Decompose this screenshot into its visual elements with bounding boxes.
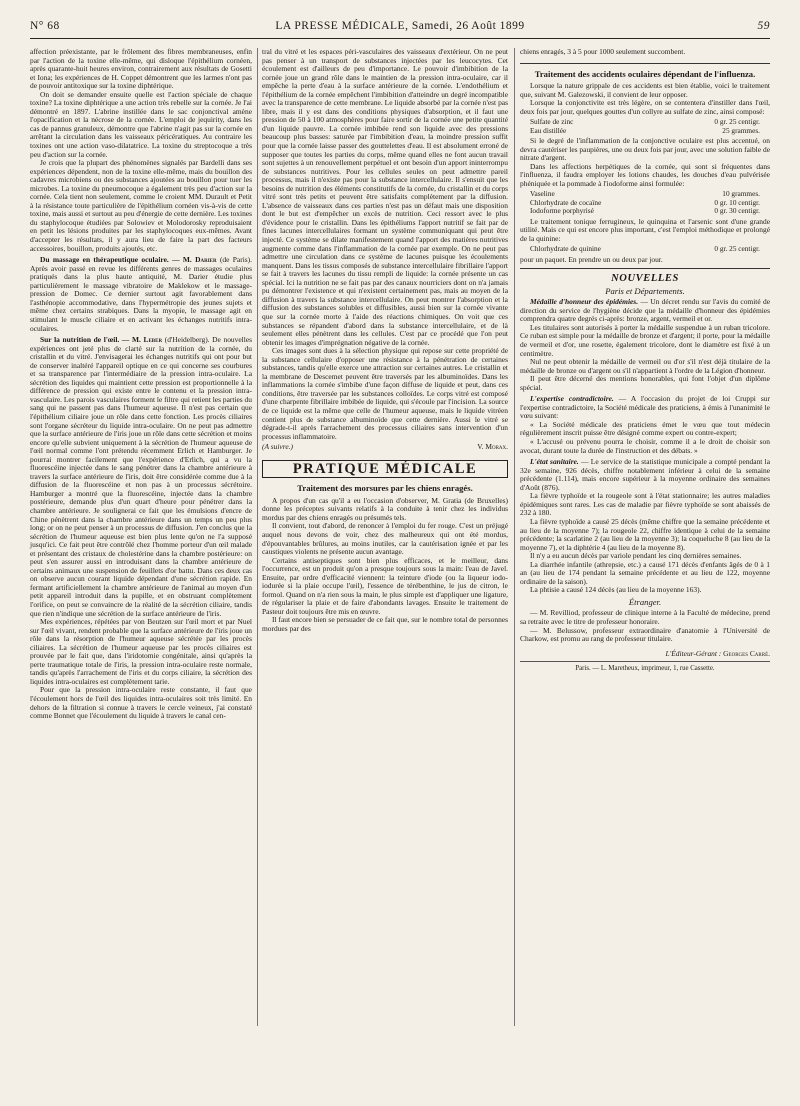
- paragraph: Il n'y a eu aucun décès par variole pendant les cinq dernières semaines.: [530, 551, 742, 561]
- page-number: 59: [757, 20, 770, 32]
- paragraph: chiens enragés, 3 à 5 pour 1000 seulement succombent.: [520, 47, 686, 56]
- paragraph: Je crois que la plupart des phénomènes signalés par Bardelli dans ses expériences dépendent, non de la toxine elle-même, mais du bouillon des cadavres microbiens ou des substances ajoutées au bouillon pour tuer les microbes. La toxine du pneumocoque a également très peu d'action sur la cornée. Cela tient non seulement, comme le croient MM. Durault et Petit à la résistance toute particulière de l'épithélium cornéen vis-à-vis de cette toxine, mais aussi et surtout au peu d'énergie de cette dernière. Les toxines du staphylocoque étudiées par Solowiev et Molodorosky reproduisaient en petit les lésions produites par les staphylocoques eux-mêmes. Avant d'accepter les résultats, il y aura lieu de faire la part des facteurs accessoires, bouillon, produits ajoutés, etc.: [30, 158, 252, 253]
- news-item: [520, 395, 770, 421]
- paragraph: On doit se demander ensuite quelle est l'action spéciale de chaque toxine? La toxine diphtérique a une action très rebelle sur la cornée. Je l'ai démontré en 1897. L'abrine instillée dans le sac conjonctival amène l'opacification et la nécrose de la cornée. L'emploi de jequirity, dans les cas de pannus granuleux, démontre que l'abrine n'agit pas sur la cornée en arrêtant la circulation dans les vaisseaux péricératiques. Au contraire les toxines ont une action vaso-dilatatrice. La toxine du streptocoque a très peu d'action sur la cornée.: [30, 89, 252, 159]
- printer-line: Paris. — L. Maretheux, imprimeur, 1, rue Cassette.: [520, 661, 770, 674]
- ingredient: Chlorhydrate de quinine: [530, 244, 601, 254]
- paragraph: Dans les affections herpétiques de la cornée, qui sont si fréquentes dans l'influenza, il faudra employer les lotions chaudes, les douches d'eau pulvérisée phéniquée et la pommade à l'iodoforme ainsi formulée:: [520, 161, 770, 188]
- paragraph: Pour que la pression intra-oculaire reste constante, il faut que l'écoulement hors de l'œil des liquides intra-oculaires soit très limité. En dehors de la filtration si connue à travers le cercle veineux, j'ai constaté comme Bonnet que l'écoulement du liquide à travers le canal cen-: [30, 685, 252, 721]
- publisher-line: [520, 650, 770, 659]
- news-item: [520, 458, 770, 492]
- news-text: — A l'occasion du projet de loi Cruppi sur l'expertise contradictoire, la Société médicale des praticiens, à émis à l'unanimité le vœu suivant:: [520, 394, 770, 421]
- paragraph-text: (d'Heidelberg). De nouvelles expériences ont jeté plus de clarté sur la nutrition de la cornée, du cristallin et du vitré. J'envisagerai les échanges nutritifs qui ont pour but de conserver inaltéré l'appareil optique en ce qui concerne ses courbures et sa transparence par l'intermédiaire de la pression intra-oculaire. La sécrétion des liquides qui maintient cette pression est proportionnelle à la différence de pression qui existe entre le contenu et la pression intra-vasculaire. Les parois vasculaires forment le filtre qui retient les parties du sang qui ne passent pas dans l'humeur aqueuse. Il n'est pas certain que l'épithélium ciliaire joue un rôle dans cette fonction. Les procès ciliaires sont l'organe sécréteur du liquide intra-oculaire. On ne peut pas admettre que la surface antérieure de l'iris joue un rôle dans cette sécrétion et moins encore qu'elle subvient uniquement à la sécrétion de l'humeur aqueuse de l'œil normal comme l'ont prétendu récemment Erlich et Hamburger. Je pourrai montrer facilement que l'expérience d'Erlich, qui a vu la fluorescéine injectée dans le sang pénétrer dans la chambre antérieure à travers la surface antérieure de l'iris, doit être considérée comme due à la diffusion de la fluorescéine et non pas à un processus sécrétoire. Hamburger a montré que la fluorescéine, injectée dans la chambre postérieure, demande plus d'un quart d'heure pour pénétrer dans la chambre antérieure. Je soulignerai ce fait que les émulsions d'encre de Chine pénètrent dans la chambre antérieure dans un temps un peu plus long; or on ne peut penser à un processus de diffusion. J'en conclus que la sécrétion de l'humeur aqueuse est bien plus lente qu'on ne l'a supposé jusqu'ici. Ce fait peut être contrôlé chez l'homme porteur d'un œil malade et présentant des cristaux de cholestérine dans la chambre postérieure: on peut s'en assurer aussi en introduisant dans la chambre antérieure de certains animaux une suspension de feuillets d'or battu. Dans ces deux cas on observe aucun courant liquide dépendant d'une sécrétion rapide. En fermant artificiellement la chambre antérieure de l'animal au moyen d'un petit appareil introduit dans la pupille, et en obstruant complètement l'orifice, on peut se convaincre de la réalité de la sécrétion ciliaire, tandis que rien n'indique une sécrétion de la surface antérieure de l'iris.: [30, 335, 252, 618]
- news-heading: NOUVELLES: [611, 273, 679, 285]
- paragraph: Il faut encore bien se persuader de ce fait que, sur le nombre total de personnes mordues par des: [262, 615, 508, 633]
- author-name: — M. Leber: [121, 335, 163, 345]
- news-text: — Un décret rendu sur l'avis du comité de direction du service de l'hygiène décide que la médaille d'honneur des épidémies comprendra quatre degrés ci-après: bronze, argent, vermeil et or.: [520, 297, 771, 324]
- quantity: 10 grammes.: [722, 189, 760, 199]
- news-title: Médaille d'honneur des épidémies.: [530, 297, 639, 307]
- paragraph: A propos d'un cas qu'il a eu l'occasion d'observer, M. Gratia (de Bruxelles) donne les préceptes suivants relatifs à la conduite à tenir chez les individus mordus par des chiens enragés ou présumés tels.: [262, 495, 508, 522]
- article-title: Traitement des morsures par les chiens enragés.: [297, 483, 473, 494]
- paragraph: Lorsque la conjonctivite est très légère, on se contentera d'instiller dans l'œil, deux fois par jour, quelques gouttes d'un collyre au sulfate de zinc, ainsi composé:: [520, 98, 770, 116]
- author-signature: V. Morax.: [477, 442, 508, 452]
- ingredient: Iodoforme porphyrisé: [530, 206, 594, 216]
- news-item: [520, 298, 770, 324]
- paragraph: Certains antiseptiques sont bien plus efficaces, et le meilleur, dans l'occurrence, est un produit qu'on a presque toujours sous la main: l'eau de Javel. Ensuite, par ordre d'efficacité viennent: la teinture d'iode (ou la liqueur iodo-iodurée si la plaie occupe l'œil), l'essence de térébenthine, le jus de citron, le formol. Quand on n'a rien sous la main, le plus simple est d'appliquer une ligature, de régulariser la plaie et de faire d'abondants lavages. Ensuite le traitement de Pasteur doit toujours être mis en œuvre.: [262, 555, 508, 616]
- paragraph: tral du vitré et les espaces péri-vasculaires des vaisseaux d'extérieur. On ne peut pas penser à un transport de substances injectées par les leucocytes. Cet écoulement est d'ailleurs de peu d'importance. Le pouvoir d'imbibition de la cornée joue un grand rôle dans le maintien de la pression intra-oculaire, car il empêche la perte d'eau à la surface antérieure de la cornée. L'endothélium et l'épithélium de la cornée empêchent l'imbibition d'atteindre un degré incompatible avec la transparence de cette membrane. Le liquide absorbé par la cornée n'est pas libre, mais il y est dans des conditions physiques d'absorption, et il faut une pression de 50 à 100 atmosphères pour faire sortir de la cornée une petite quantité d'un liquide pauvre. La cornée imbibée rend son liquide avec des pressions beaucoup plus basses: saturée par l'imbibition d'eau, la moindre pression suffit pour que la cornée laisse passer des gouttelettes d'eau. Il est absolument erroné de supposer que toutes les parties du corps, même quand elles ne font aucun travail sont sujettes à un renouvellement perpétuel et ont besoin d'un apport ininterrompu de substances nutritives. Pour les cellules seules on peut admettre pareil processus, mais il n'existe pas pour la substance intercellulaire. Il s'ensuit que les besoins de nutrition des éléments constitutifs de la cornée, du cristallin et du corps vitré sont très petits et peuvent être satisfaits complètement par la diffusion. L'absence de vaisseaux dans ces parties n'est pas un défaut mais une disposition dont le but est d'empêcher un excès de nutrition. Ceci ressort avec le plus d'évidence pour le cristallin. Dans les épithéliums l'apport nutritif se fait par de fines lacunes intercellulaires formant un système communiquant qui peut être injecté. Ce système se dilate manifestement quand l'apport des matières nutritives augmente comme dans l'inflammation de la cornée par exemple. On ne peut pas admettre une circulation dans ce système de lacunes puisque les écoulements manquent. Dans les tissus composés de substance intercellulaire fibrillaire l'apport se fait à travers les lacunes du tissu rempli de liquide: la cornée présente un cas spécial. Ici la nutrition ne se fait pas par des canaux nourriciers dont on n'a jamais pu démontrer l'existence et qui n'existent certainement pas, mais au moyen de la diffusion à travers la substance intercellulaire. On peut montrer l'absorption et la diffusion des substances solubles et diffusibles, aussi bien sur la cornée vivante que sur la cornée morte à l'aide des réactions chimiques. On voit que ces substances se répandent d'abord dans la substance intercellulaire, et de là seulement elles pénètrent dans les cellules. C'est par ce procédé que l'on peut obtenir les images d'imprégnation négative de la cornée.: [262, 47, 508, 347]
- section-massage: [30, 256, 252, 333]
- column-separator: [514, 48, 515, 1026]
- paragraph: « La Société médicale des praticiens émet le vœu que tout médecin régulièrement inscrit puisse être désigné comme expert ou contre-expert;: [520, 419, 770, 438]
- article-signature: [262, 443, 508, 452]
- column-separator: [257, 48, 258, 1026]
- quantity: 0 gr. 30 centigr.: [714, 206, 760, 216]
- ingredient: Chlorhydrate de cocaïne: [530, 197, 602, 207]
- paragraph: Lorsque la nature grippale de ces accidents est bien établie, voici le traitement que, suivant M. Galezowski, il convient de leur opposer.: [520, 81, 770, 99]
- paragraph: Ces images sont dues à la sélection physique qui repose sur cette propriété de la substance cellulaire d'opposer une résistance à la pénétration de certaines substances, tandis qu'elle exerce une attraction sur certaines autres. Le cristallin et la membrane de Descemet peuvent être traversés par les albuminoïdes. Dans les inflammations la cornée s'imbibe d'une façon diffuse de liquide et peut, dans ces conditions, être traversée par les substances colloïdes. Le corps vitré est composé d'une charpente fibrillaire imbibée de liquide, qui s'écoule par l'incision. La source de ce liquide est la même que celle de l'humeur aqueuse, mais le liquide vitréen contient plus de substance albuminoïde que cette dernière. Aussi le vitré se dégrade-t-il après l'arrachement des processus ciliaires sans intervention d'un processus inflammatoire.: [262, 346, 508, 441]
- paragraph: Si le degré de l'inflammation de la conjonctive oculaire est plus accentué, on devra cautériser les paupières, une ou deux fois par jour, avec une solution faible de nitrate d'argent.: [520, 136, 770, 163]
- section-banner: PRATIQUE MÉDICALE: [262, 460, 508, 479]
- ingredient: Eau distillée: [530, 125, 567, 135]
- to-be-continued: (A suivre.): [262, 442, 293, 452]
- journal-title: LA PRESSE MÉDICALE, Samedi, 26 Août 1899: [275, 20, 525, 32]
- news-subheading: Paris et Départements.: [605, 285, 685, 296]
- paragraph: pour un paquet. En prendre un ou deux par jour.: [520, 254, 663, 264]
- prescription-table: [530, 245, 760, 253]
- quantity: 0 gr. 10 centigr.: [714, 197, 760, 207]
- publisher-name: Georges Carré.: [723, 648, 770, 658]
- prescription-row: [530, 245, 760, 253]
- news-title: L'expertise contradictoire.: [530, 394, 614, 404]
- news-subheading: Étranger.: [628, 596, 662, 607]
- paragraph-text: (de Paris). Après avoir passé en revue les différents genres de massages oculaires pratiqués dans la plus haute antiquité, M. Darier étudie plus particulièrement le massage vibratoire de Maklekow et le massage-pression de Domec. Ce dernier surtout agit favorablement dans l'asthénopie accommodative, dans l'hypermétropie des jeunes sujets et même chez certains strabiques. Dans la myopie, le massage agit en stimulant le muscle ciliaire et en activant les échanges nutritifs intra-oculaires.: [30, 255, 253, 333]
- paragraph: Il convient, tout d'abord, de renoncer à l'emploi du fer rouge. C'est un préjugé auquel nous devons de voir, chez des malheureux qui ont été mordus, d'épouvantables brûlures, au moins inutiles, car la cautérisation ignée et par les caustiques violents ne présente aucun avantage.: [262, 521, 508, 557]
- quantity: 25 grammes.: [722, 125, 760, 135]
- paragraph: La diarrhée infantile (athrepsie, etc.) a causé 171 décès d'enfants âgés de 0 à 1 an (au lieu de 174 pendant la semaine précédente et au lieu de 122, moyenne ordinaire de la saison).: [520, 559, 770, 586]
- paragraph: — M. Revilliod, professeur de clinique interne à la Faculté de médecine, prend sa retraite avec le titre de professeur honoraire.: [520, 608, 770, 626]
- prescription-table: [530, 118, 760, 135]
- ingredient: Sulfate de zinc: [530, 117, 574, 127]
- paragraph: « L'accusé ou prévenu pourra le choisir, comme il a le droit de choisir son avocat, durant toute la durée de l'instruction et des débats. »: [520, 437, 770, 455]
- paragraph: affection préexistante, par le frôlement des fibres membraneuses, enfin par l'action de la toxine elle-même, qui disloque l'épithélium cornéen, après quarante-huit heures environ, contrairement aux résultats de Gosetti et Iona; les expériences de H. Coppet démontrent que les larmes n'ont pas de pouvoir antitoxique sur la toxine diphtérique.: [30, 47, 252, 91]
- issue-number: N° 68: [30, 20, 60, 32]
- page-header: [30, 20, 770, 36]
- column-2: [262, 48, 508, 634]
- publisher-label: L'Éditeur-Gérant :: [665, 648, 722, 658]
- quantity: 0 gr. 25 centigr.: [714, 117, 760, 127]
- news-title: L'état sanitaire.: [530, 457, 579, 467]
- paragraph: Le traitement tonique ferrugineux, le quinquina et l'arsenic sont d'une grande utilité. Mais ce qui est encore plus important, c'est l'emploi méthodique et prolongé de la quinine:: [520, 216, 770, 243]
- paragraph: Mes expériences, répétées par von Beutzen sur l'œil mort et par Nuel sur l'œil vivant, rendent probable que la surface antérieure de l'iris joue un rôle dans la résorption de l'humeur aqueuse sécrétée par les procès ciliaires. La sécrétion de l'humeur aqueuse par les procès ciliaires est prouvée par le fait que, dans l'iridotomie congénitale, ainsi qu'après la perte traumatique totale de l'iris, la pression intra-oculaire reste normale, tandis qu'après l'arrachement de l'iris et du corps ciliaire, la sécrétion des liquides intra-oculaires est complètement tarie.: [30, 617, 252, 686]
- author-name: — M. Darier: [172, 255, 217, 265]
- news-text: — Le service de la statistique municipale a compté pendant la 32e semaine, 926 décès, chiffre notablement inférieur à celui de la semaine précédente (1.114), mais encore supérieur à la moyenne ordinaire des semaines d'Août (876).: [520, 457, 771, 492]
- prescription-row: [530, 127, 760, 135]
- header-rule: [30, 38, 770, 39]
- paragraph: Nul ne peut obtenir la médaille de vermeil ou d'or s'il n'est déjà titulaire de la médaille de bronze ou d'argent ou s'il n'appartient à l'ordre de la Légion d'honneur.: [520, 357, 770, 375]
- paragraph: Il peut être décerné des mentions honorables, qui font l'objet d'un diplôme spécial.: [520, 374, 770, 392]
- ingredient: Vaseline: [530, 189, 555, 199]
- quantity: 0 gr. 25 centigr.: [714, 244, 760, 254]
- paragraph: La fièvre typhoïde a causé 25 décès (même chiffre que la semaine précédente et au lieu de la moyenne 7); la rougeole 22, chiffre identique à celui de la semaine précédente; la scarlatine 2 (au lieu de la moyenne 3); la coqueluche 8 (au lieu de la moyenne 7), et la diphtérie 4 (au lieu de la moyenne 8).: [520, 516, 770, 552]
- paragraph: La phtisie a causé 124 décès (au lieu de la moyenne 163).: [530, 585, 702, 595]
- article-box: [520, 63, 770, 270]
- column-3: [520, 48, 770, 674]
- paragraph: La fièvre typhoïde et la rougeole sont à l'état stationnaire; les autres maladies épidémiques sont rares. Les cas de maladie par fièvre typhoïde se sont abaissés de 232 à 180.: [520, 491, 770, 518]
- section-heading: Sur la nutrition de l'œil.: [40, 335, 120, 345]
- prescription-table: [530, 190, 760, 215]
- article-title: Traitement des accidents oculaires dépendant de l'influenza.: [534, 68, 756, 79]
- prescription-row: [530, 207, 760, 215]
- paragraph: — M. Belussow, professeur extraordinaire d'anatomie à l'Université de Charkow, est promu au rang de professeur titulaire.: [520, 625, 770, 644]
- paragraph: Les titulaires sont autorisés à porter la médaille suspendue à un ruban tricolore. Ce ruban est simple pour la médaille de bronze et d'argent; il porte, pour la médaille de vermeil et d'or, une rosette, également tricolore, dont le diamètre est fixé à un centimètre.: [520, 322, 770, 358]
- section-nutrition: [30, 336, 252, 618]
- section-heading: Du massage en thérapeutique oculaire.: [40, 255, 169, 265]
- column-1: [30, 48, 252, 721]
